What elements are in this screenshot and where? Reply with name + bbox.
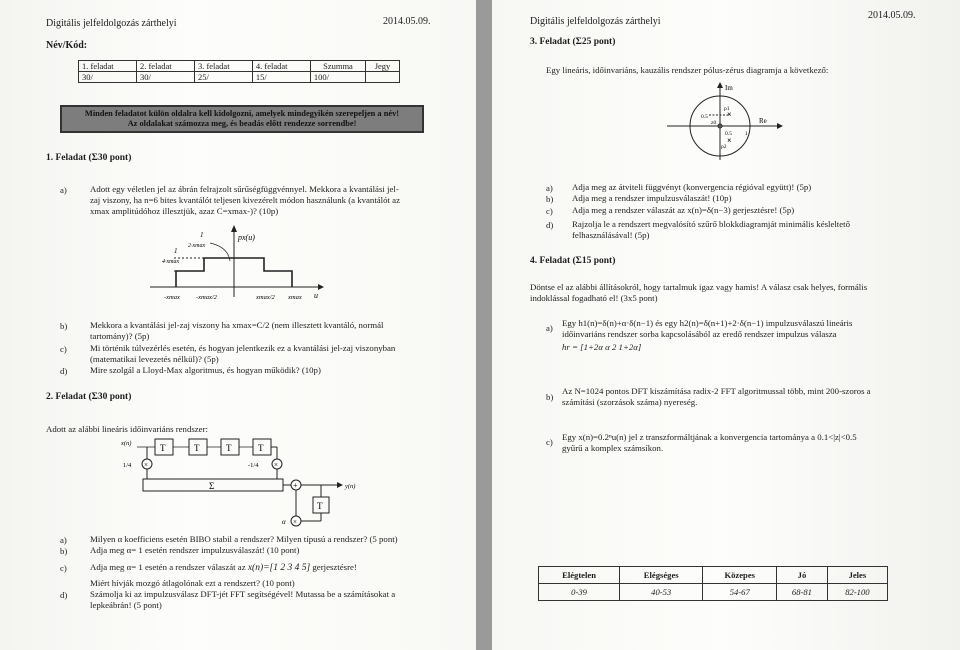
task1-d-label: d) — [60, 366, 68, 376]
exam-page-left — [0, 0, 476, 650]
score-value-4: 15/ — [252, 72, 310, 83]
task2-c-text-2: Miért hívják mozgó átlagolónak ezt a rendszert? (10 pont) — [90, 578, 295, 588]
left-multiplier-sign: × — [144, 461, 148, 469]
task4-c-label: c) — [546, 437, 553, 447]
feedback-delay-label: T — [317, 501, 323, 511]
task4-b-label: b) — [546, 392, 554, 402]
task2-a-text: Milyen α koefficiens esetén BIBO stabil a rendszer? Milyen típusú a rendszer? (5 pont) — [90, 534, 398, 544]
task1-c-label: c) — [60, 344, 67, 354]
task4-c-line-1: Egy x(n)=0.2ⁿu(n) jel z transzformáltjának a konvergencia tartománya a 0.1<|z|<0.5 — [562, 432, 857, 442]
re-arrow — [777, 123, 783, 129]
notice-line-1: Minden feladatot külön oldalra kell kidolgozni, amelyek mindegyikén szerepeljen a név! — [84, 109, 400, 118]
task2-d-line-1: Számolja ki az impulzusválasz DFT-jét FFT segítségével! Mutassa be a számításokat a — [90, 589, 396, 599]
task4-title: 4. Feladat (Σ15 pont) — [530, 256, 616, 266]
task4-a-label: a) — [546, 323, 553, 333]
task1-b-line-2: tartomány)? (5p) — [90, 331, 150, 341]
value-05-im: 0.5 — [701, 114, 708, 120]
grade-name-3: Közepes — [703, 567, 777, 584]
task2-c-equation: x(n)=[1 2 3 4 5] — [247, 563, 311, 573]
task4-a-text — [562, 318, 947, 353]
im-arrow — [717, 82, 723, 88]
task3-d-text — [572, 219, 932, 241]
task1-c-line-2: (matematikai levezetés nélkül)? (5p) — [90, 354, 219, 364]
feedback-multiplier-sign: × — [293, 518, 297, 526]
score-value-3: 25/ — [194, 72, 252, 83]
task3-c-text: Adja meg a rendszer válaszát az x(n)=δ(n−3) gerjesztésre! (5p) — [572, 205, 795, 215]
pdf-figure — [150, 225, 330, 310]
score-header-grade: Jegy — [366, 61, 400, 72]
task4-intro — [530, 282, 950, 304]
task3-intro: Egy lineáris, időinvariáns, kauzális rendszer pólus-zérus diagramja a következő: — [546, 65, 829, 75]
grade-range-3: 54-67 — [703, 584, 777, 601]
task1-a-text — [90, 184, 450, 217]
pdf-frac-top-den: 2·xmax — [188, 243, 206, 249]
task2-c-text — [90, 562, 450, 574]
task4-a-line-2: időinvariáns rendszer sorba kapcsolásából az eredő rendszer impulzus válasza — [562, 329, 837, 339]
task4-a-line-1: Egy h1(n)=δ(n)+α·δ(n−1) és egy h2(n)=δ(n+1)+2·δ(n−1) impulzusválaszú lineáris — [562, 318, 853, 328]
pole-zero-diagram — [667, 80, 787, 162]
task2-d-line-2: lepkeábrán! (5 pont) — [90, 600, 162, 610]
pdf-frac-bot-num: 1 — [174, 247, 178, 255]
p1-label: p1 — [724, 106, 730, 112]
output-label: y(n) — [345, 483, 356, 490]
name-label: Név/Kód: — [46, 40, 88, 51]
task1-a-line-1: Adott egy véletlen jel az ábrán felrajzolt sűrűségfüggvénnyel. Mekkora a kvantálási jel- — [90, 184, 399, 194]
value-05-re: 0.5 — [725, 131, 732, 137]
task4-b-text — [562, 386, 947, 408]
grade-range-5: 82-100 — [827, 584, 887, 601]
pdf-tick-neg-half: -xmax/2 — [196, 294, 217, 301]
score-value-sum: 100/ — [310, 72, 365, 83]
task4-c-text — [562, 432, 947, 454]
task4-intro-line-2: indoklással fogadható el! (3x5 pont) — [530, 293, 658, 303]
task3-b-label: b) — [546, 194, 554, 204]
task4-c-line-2: gyűrű a komplex számsíkon. — [562, 443, 664, 453]
task2-c-label: c) — [60, 563, 67, 573]
p1-marker: × — [727, 110, 732, 119]
task2-b-text: Adja meg α= 1 esetén rendszer impulzusválaszát! (10 pont) — [90, 545, 300, 555]
value-1: 1 — [745, 131, 748, 137]
task2-c-pre: Adja meg α= 1 esetén a rendszer válaszát az — [90, 562, 246, 572]
right-multiplier-sign: × — [274, 461, 278, 469]
task2-intro: Adott az alábbi lineáris időinvariáns rendszer: — [46, 424, 208, 434]
task3-d-line-2: felhasználásával! (5p) — [572, 230, 650, 240]
task3-a-text: Adja meg az átviteli függvényt (konvergencia régióval együtt)! (5p) — [572, 182, 812, 192]
alpha-label: α — [282, 518, 286, 526]
pdf-ylabel: px(u) — [238, 233, 255, 242]
task1-c-line-1: Mi történik túlvezérlés esetén, és hogyan jelentkezik ez a kvantálási jel-zaj viszonyban — [90, 343, 396, 353]
header-date: 2014.05.09. — [383, 16, 431, 27]
delay-label-2: T — [194, 443, 200, 453]
pdf-x-arrow — [318, 284, 324, 290]
p2-marker: × — [727, 136, 732, 145]
output-arrow — [337, 482, 343, 488]
score-header-1: 1. feladat — [79, 61, 137, 72]
score-header-2: 2. feladat — [136, 61, 194, 72]
score-value-2: 30/ — [136, 72, 194, 83]
score-header-4: 4. feladat — [252, 61, 310, 72]
task1-a-label: a) — [60, 185, 67, 195]
task3-d-label: d) — [546, 220, 554, 230]
pdf-tick-neg: -xmax — [164, 294, 180, 301]
grade-name-5: Jeles — [827, 567, 887, 584]
pdf-frac-top-num: 1 — [200, 231, 204, 239]
sum-label: Σ — [209, 481, 215, 491]
im-label: Im — [725, 84, 733, 92]
task1-b-label: b) — [60, 321, 68, 331]
grade-range-2: 40-53 — [620, 584, 703, 601]
exam-page-right — [492, 0, 960, 650]
pdf-frac-bot-den: 4·xmax — [162, 259, 180, 265]
task2-d-label: d) — [60, 590, 68, 600]
grade-table — [538, 566, 888, 601]
task2-a-label: a) — [60, 535, 67, 545]
task1-a-line-3: xmax amplitúdóhoz illesztjük, azaz C=xmax-)? (10p) — [90, 206, 279, 216]
score-value-1: 30/ — [79, 72, 137, 83]
grade-range-1: 0-39 — [539, 584, 620, 601]
output-adder-sign: + — [293, 481, 298, 490]
notice-line-2: Az oldalakat számozza meg, és beadás előtt rendezze sorrendbe! — [127, 119, 357, 128]
task3-b-text: Adja meg a rendszer impulzusválaszát! (10p) — [572, 193, 732, 203]
grade-name-2: Elégséges — [620, 567, 703, 584]
pdf-tick-pos-half: xmax/2 — [256, 294, 275, 301]
task1-d-text: Mire szolgál a Lloyd-Max algoritmus, és hogyan működik? (10p) — [90, 365, 321, 375]
task1-title: 1. Feladat (Σ30 pont) — [46, 153, 132, 163]
grade-range-4: 68-81 — [777, 584, 828, 601]
task2-d-text — [90, 589, 450, 611]
task4-b-line-1: Az N=1024 pontos DFT kiszámítása radix-2 FFT algoritmussal több, mint 200-szoros a — [562, 386, 871, 396]
z0-label: z0 — [711, 120, 717, 126]
task4-intro-line-1: Döntse el az alábbi állításokról, hogy tartalmuk igaz vagy hamis! A válasz csak helyes, formális — [530, 282, 868, 292]
task1-b-line-1: Mekkora a kvantálási jel-zaj viszony ha xmax=C/2 (nem illesztett kvantáló, normál — [90, 320, 384, 330]
delay-label-4: T — [258, 443, 264, 453]
pdf-y-arrow — [231, 225, 237, 232]
task4-b-line-2: számítási (szorzások száma) nyereség. — [562, 397, 698, 407]
task3-c-label: c) — [546, 206, 553, 216]
task1-b-text — [90, 320, 450, 342]
pdf-tick-pos: xmax — [288, 294, 302, 301]
score-header-3: 3. feladat — [194, 61, 252, 72]
input-label: x(n) — [121, 440, 132, 447]
notice-box — [60, 105, 424, 133]
task3-d-line-1: Rajzolja le a rendszert megvalósító szűrő blokkdiagramját minimális késleltető — [572, 219, 850, 229]
re-label: Re — [759, 117, 767, 125]
delay-label-1: T — [160, 443, 166, 453]
header-title-right: Digitális jelfeldolgozás zárthelyi — [530, 16, 661, 27]
task2-title: 2. Feladat (Σ30 pont) — [46, 392, 132, 402]
task1-a-line-2: zaj viszony, ha n=6 bites kvantálót teljesen kivezérelt módon használunk (a kvantálót az — [90, 195, 400, 205]
right-coef: -1/4 — [248, 462, 259, 469]
pdf-xlabel: u — [314, 291, 318, 300]
delay-label-3: T — [226, 443, 232, 453]
task2-c-post: gerjesztésre! — [312, 562, 357, 572]
score-header-sum: Szumma — [310, 61, 365, 72]
task3-title: 3. Feladat (Σ25 pont) — [530, 37, 616, 47]
p2-label: p2 — [721, 144, 727, 150]
left-coef: 1/4 — [123, 462, 132, 469]
task3-a-label: a) — [546, 183, 553, 193]
task4-a-line-3: hr = [1+2α α 2 1+2α] — [562, 342, 642, 352]
task1-c-text — [90, 343, 450, 365]
header-date-right: 2014.05.09. — [868, 10, 916, 21]
header-title: Digitális jelfeldolgozás zárthelyi — [46, 18, 177, 29]
task2-b-label: b) — [60, 546, 68, 556]
score-value-grade — [366, 72, 400, 83]
score-table — [78, 60, 400, 83]
grade-name-4: Jó — [777, 567, 828, 584]
system-diagram — [115, 435, 370, 527]
grade-name-1: Elégtelen — [539, 567, 620, 584]
